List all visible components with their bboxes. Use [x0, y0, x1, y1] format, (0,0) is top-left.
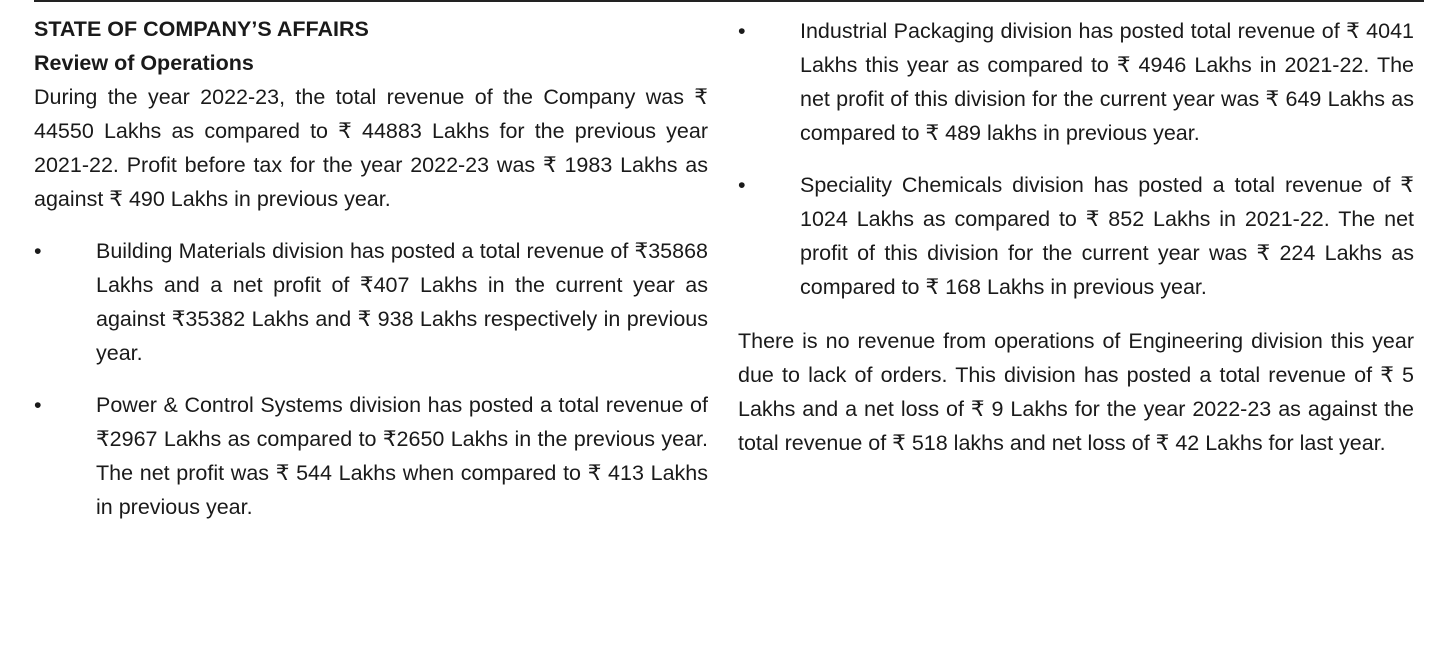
- bullet-text: Building Materials division has posted a total revenue of ₹35868 Lakhs and a net profit of ₹407 Lakhs in the current year as against ₹35382 Lakhs and ₹ 938 Lakhs respectively in previous year.: [96, 239, 708, 365]
- section-title: STATE OF COMPANY’S AFFAIRS: [34, 17, 369, 41]
- bullet-icon: •: [738, 173, 746, 197]
- left-bullet-list: [34, 234, 708, 524]
- closing-paragraph: There is no revenue from operations of Engineering division this year due to lack of orders. This division has posted a total revenue of ₹ 5 Lakhs and a net loss of ₹ 9 Lakhs for the year 2022-23 as against the total revenue of ₹ 518 lakhs and net loss of ₹ 42 Lakhs for last year.: [738, 329, 1414, 455]
- right-column: [738, 14, 1414, 460]
- bullet-text: Power & Control Systems division has posted a total revenue of ₹2967 Lakhs as compared to ₹2650 Lakhs in the previous year. The net profit was ₹ 544 Lakhs when compared to ₹ 413 Lakhs in previous year.: [96, 393, 708, 519]
- bullet-text: Speciality Chemicals division has posted a total revenue of ₹ 1024 Lakhs as compared to ₹ 852 Lakhs in 2021-22. The net profit of this division for the current year was ₹ 224 Lakhs as compared to ₹ 168 Lakhs in previous year.: [800, 173, 1414, 299]
- list-item: [34, 388, 708, 524]
- left-column: [34, 12, 708, 524]
- list-item: [34, 234, 708, 370]
- bullet-icon: •: [34, 239, 42, 263]
- subsection-title: Review of Operations: [34, 51, 254, 75]
- top-divider: [34, 0, 1424, 2]
- list-item: [738, 14, 1414, 150]
- bullet-icon: •: [738, 19, 746, 43]
- intro-paragraph: During the year 2022-23, the total revenue of the Company was ₹ 44550 Lakhs as compared to ₹ 44883 Lakhs for the previous year 2021-22. Profit before tax for the year 2022-23 was ₹ 1983 Lakhs as against ₹ 490 Lakhs in previous year.: [34, 85, 708, 211]
- right-bullet-list: [738, 14, 1414, 304]
- bullet-icon: •: [34, 393, 42, 417]
- list-item: [738, 168, 1414, 304]
- bullet-text: Industrial Packaging division has posted total revenue of ₹ 4041 Lakhs this year as compared to ₹ 4946 Lakhs in 2021-22. The net profit of this division for the current year was ₹ 649 Lakhs as compared to ₹ 489 lakhs in previous year.: [800, 19, 1414, 145]
